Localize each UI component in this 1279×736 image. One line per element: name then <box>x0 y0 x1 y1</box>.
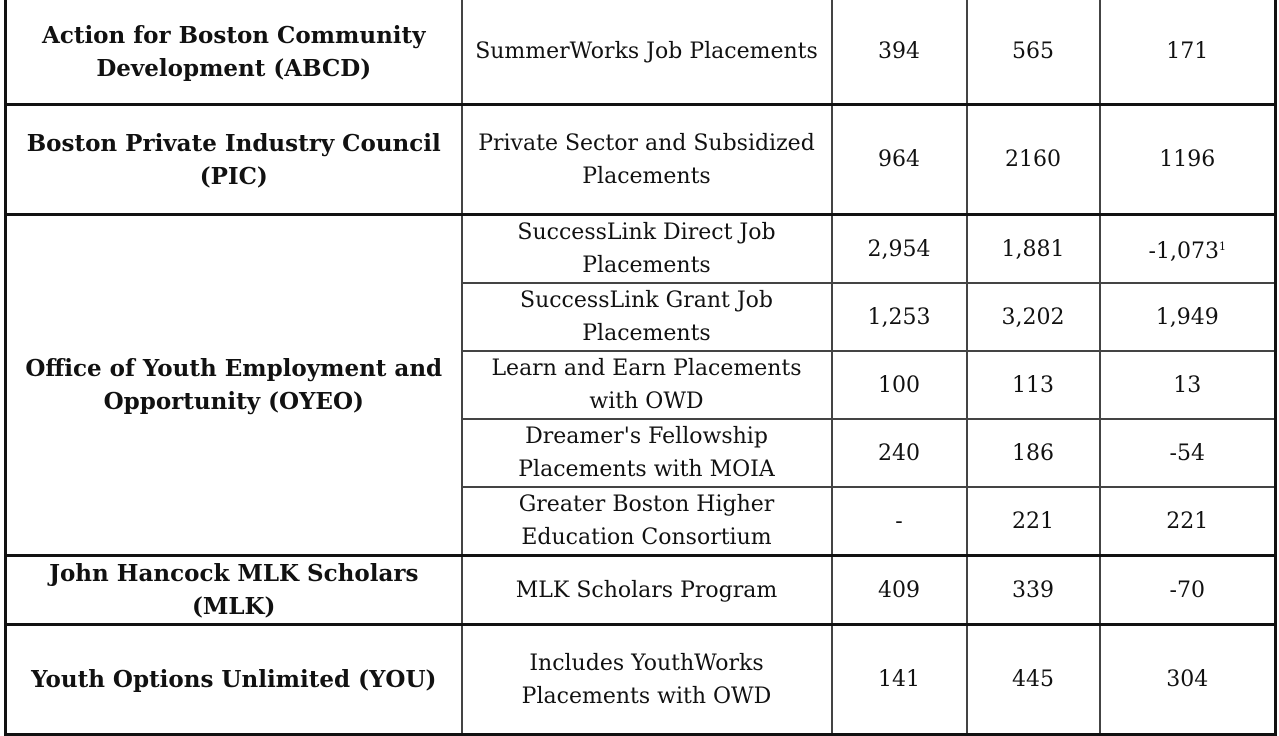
placements-table <box>4 0 1277 736</box>
cell-text: -1,073 <box>1148 239 1219 264</box>
cell-text: 1,881 <box>1001 236 1065 262</box>
cell-text: Greater Boston Higher Education Consortium <box>518 492 775 550</box>
value-cell-a <box>832 419 967 487</box>
cell-text: 445 <box>1012 667 1054 692</box>
cell-text: Dreamer's Fellowship Placements with MOIA <box>518 424 775 482</box>
value-cell-b <box>967 419 1100 487</box>
organization-cell: Boston Private Industry Council (PIC) <box>6 105 462 215</box>
cell-text: 339 <box>1012 577 1054 603</box>
value-cell-c <box>1100 625 1276 735</box>
value-cell-a <box>832 283 967 351</box>
value-cell-c <box>1100 0 1276 105</box>
cell-text: SuccessLink Grant Job Placements <box>520 288 773 346</box>
table-row <box>6 625 1276 735</box>
value-cell-a <box>832 351 967 419</box>
value-cell-b <box>967 0 1100 105</box>
value-cell-b <box>967 487 1100 556</box>
cell-text: 394 <box>878 39 920 64</box>
organization-cell: Youth Options Unlimited (YOU) <box>6 625 462 735</box>
cell-text: 3,202 <box>1001 304 1065 330</box>
program-cell <box>462 556 832 625</box>
cell-text: Includes YouthWorks Placements with OWD <box>521 650 772 709</box>
cell-text: MLK Scholars Program <box>515 577 778 603</box>
footnote-marker: 1 <box>1218 240 1226 253</box>
cell-text: 409 <box>878 577 920 603</box>
value-cell-a <box>832 0 967 105</box>
cell-text: 1196 <box>1159 147 1216 172</box>
cell-text: 13 <box>1173 372 1202 398</box>
value-cell-c <box>1100 556 1276 625</box>
value-cell-c <box>1100 351 1276 419</box>
cell-text: 141 <box>878 667 920 692</box>
table-row <box>6 105 1276 215</box>
cell-text: 221 <box>1012 508 1054 534</box>
value-cell-a <box>832 625 967 735</box>
value-cell-a <box>832 105 967 215</box>
program-cell <box>462 419 832 487</box>
program-cell <box>462 0 832 105</box>
cell-text: -70 <box>1169 577 1205 603</box>
cell-text: 1,253 <box>867 304 931 330</box>
program-cell <box>462 215 832 284</box>
value-cell-a <box>832 556 967 625</box>
value-cell-b <box>967 283 1100 351</box>
cell-text: Private Sector and Subsidized Placements <box>478 130 815 189</box>
value-cell-a <box>832 215 967 284</box>
cell-text: - <box>895 508 903 534</box>
value-cell-b <box>967 215 1100 284</box>
cell-text: 113 <box>1012 372 1054 398</box>
cell-text: 304 <box>1166 667 1209 692</box>
cell-text: 171 <box>1166 39 1209 64</box>
cell-text: 240 <box>878 440 920 466</box>
value-cell-b <box>967 351 1100 419</box>
cell-text: 2,954 <box>867 236 931 262</box>
value-cell-b <box>967 556 1100 625</box>
value-cell-a <box>832 487 967 556</box>
cell-text: 100 <box>878 372 920 398</box>
cell-text: 1,949 <box>1155 304 1219 330</box>
program-cell <box>462 625 832 735</box>
program-cell <box>462 351 832 419</box>
program-cell <box>462 487 832 556</box>
cell-text: 565 <box>1012 39 1054 64</box>
cell-text: -54 <box>1169 440 1205 466</box>
cell-text: Learn and Earn Placements with OWD <box>491 356 802 414</box>
value-cell-c <box>1100 105 1276 215</box>
organization-cell: Action for Boston Community Development (ABCD) <box>6 0 462 105</box>
cell-text: SuccessLink Direct Job Placements <box>517 220 776 278</box>
cell-text: 186 <box>1012 440 1054 466</box>
table-row <box>6 0 1276 105</box>
cell-text: SummerWorks Job Placements <box>475 39 818 64</box>
table-row <box>6 215 1276 284</box>
cell-text: 221 <box>1166 508 1209 534</box>
cell-text: 964 <box>878 147 920 172</box>
program-cell <box>462 283 832 351</box>
value-cell-c <box>1100 215 1276 284</box>
value-cell-b <box>967 105 1100 215</box>
table-row <box>6 556 1276 625</box>
value-cell-c <box>1100 419 1276 487</box>
cell-text: 2160 <box>1005 147 1061 172</box>
program-cell <box>462 105 832 215</box>
value-cell-c <box>1100 283 1276 351</box>
value-cell-c <box>1100 487 1276 556</box>
organization-cell: John Hancock MLK Scholars (MLK) <box>6 556 462 625</box>
organization-cell: Office of Youth Employment and Opportunity (OYEO) <box>6 215 462 556</box>
value-cell-b <box>967 625 1100 735</box>
